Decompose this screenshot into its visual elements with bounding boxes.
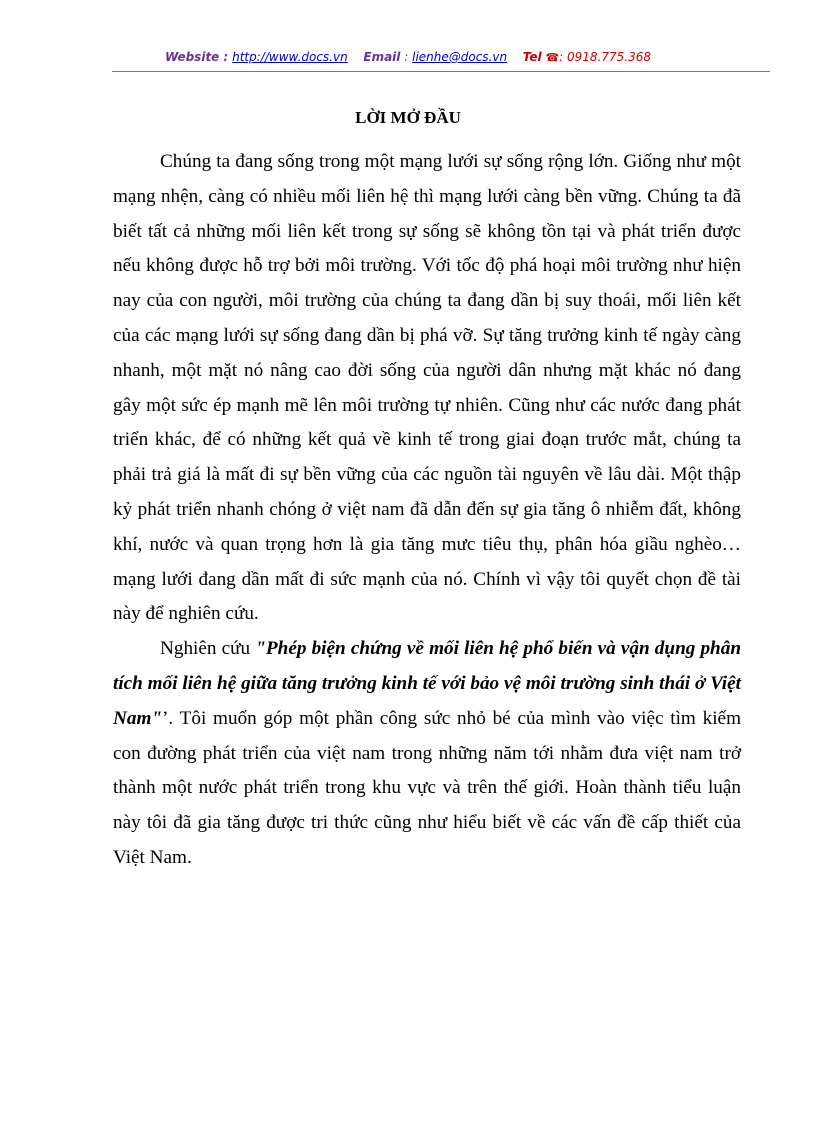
phone-icon: ☎ xyxy=(545,51,560,64)
email-link[interactable]: lienhe@docs.vn xyxy=(412,50,508,64)
tel-label: Tel xyxy=(522,50,542,64)
email-colon: : xyxy=(404,50,409,64)
header-divider xyxy=(112,71,770,72)
document-body xyxy=(113,145,741,876)
email-label: Email xyxy=(363,50,401,64)
page-header xyxy=(0,50,816,64)
page-title: LỜI MỞ ĐẦU xyxy=(355,108,461,127)
website-label: Website : xyxy=(164,50,229,64)
paragraph-1: Chúng ta đang sống trong một mạng lưới sự sống rộng lớn. Giống như một mạng nhện, càng có nhiều mối liên hệ thì mạng lưới càng bền vững. Chúng ta đã biết tất cả những mối liên kết trong sự sống sẽ không tồn tại và phát triển được nếu không được hỗ trợ bởi môi trường. Với tốc độ phá hoại môi trường như hiện nay của con người, môi trường của chúng ta đang dần bị suy thoái, mối liên kết của các mạng lưới sự sống đang dần bị phá vỡ. Sự tăng trưởng kinh tế ngày càng nhanh, một mặt nó nâng cao đời sống của người dân nhưng mặt khác nó đang gây một sức ép mạnh mẽ lên môi trường tự nhiên. Cũng như các nước đang phát triển khác, để có những kết quả về kinh tế trong giai đoạn trước mắt, chúng ta phải trả giá là mất đi sự bền vững của các nguồn tài nguyên về lâu dài. Một thập kỷ phát triển nhanh chóng ở việt nam đã dẫn đến sự gia tăng ô nhiễm đất, không khí, nước và quan trọng hơn là gia tăng mưc tiêu thụ, phân hóa giầu nghèo… mạng lưới đang dần mất đi sức mạnh của nó. Chính vì vậy tôi quyết chọn đề tài này để nghiên cứu. xyxy=(113,151,741,625)
website-link[interactable]: http://www.docs.vn xyxy=(232,50,348,64)
paragraph-2-lead: Nghiên cứu xyxy=(160,638,256,660)
phone-number: : 0918.775.368 xyxy=(559,50,652,64)
paragraph-2 xyxy=(113,632,741,876)
research-topic: "Phép biện chứng về mối liên hệ phổ biến và vận dụng phân tích mối liên hệ giữa tăng trưởng kinh tế với bảo vệ môi trường sinh thái ở Việt Nam" xyxy=(113,638,741,729)
paragraph-2-rest: ’. Tôi muốn góp một phần công sức nhỏ bé của mình vào việc tìm kiếm con đường phát triển của việt nam trong những năm tới nhằm đưa việt nam trở thành một nước phát triển trong khu vực và trên thế giới. Hoàn thành tiểu luận này tôi đã gia tăng được tri thức cũng như hiểu biết về các vấn đề cấp thiết của Việt Nam. xyxy=(113,707,741,868)
